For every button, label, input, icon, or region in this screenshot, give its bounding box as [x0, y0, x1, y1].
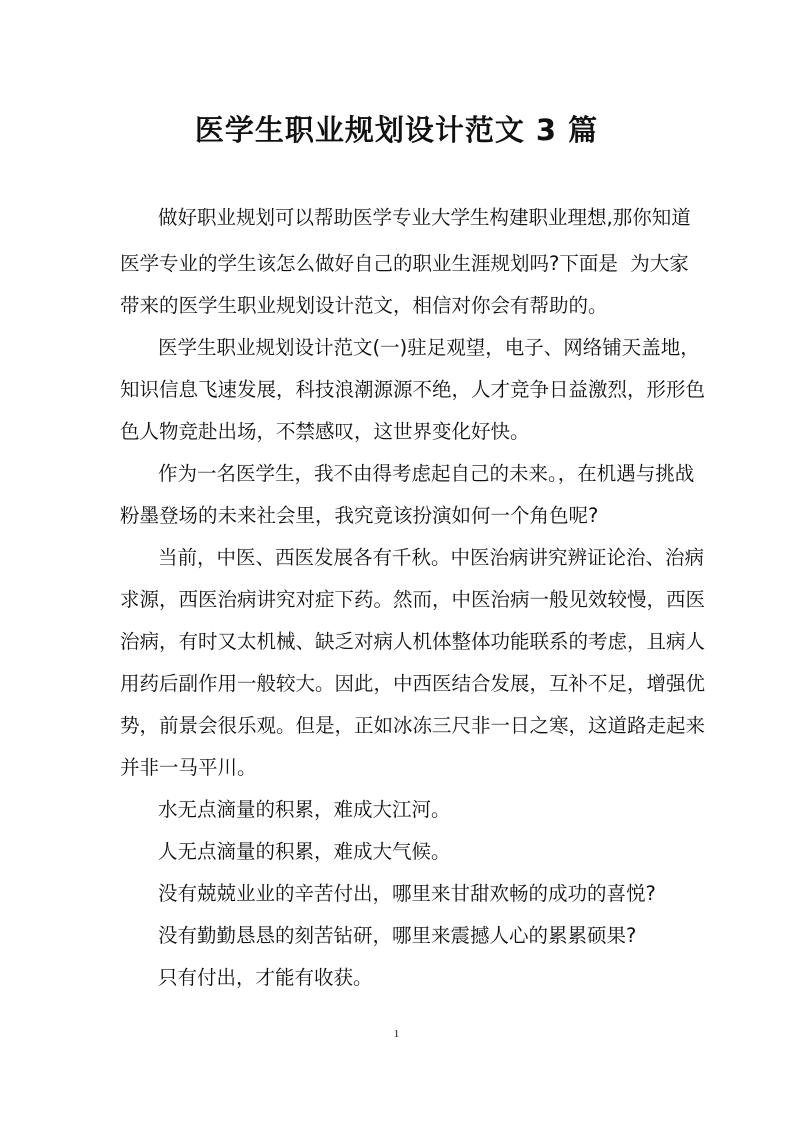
page-number: 1 — [393, 1028, 400, 1040]
paragraph — [120, 878, 680, 920]
text-line: 治病，有时又太机械、缺乏对病人机体整体功能联系的考虑，且病人 — [120, 630, 706, 653]
text-line: 人无点滴量的积累，难成大气候。 — [158, 840, 451, 863]
text-line: 只有付出，才能有收获。 — [158, 966, 373, 989]
paragraph — [120, 542, 706, 794]
text-line: 带来的医学生职业规划设计范文，相信对你会有帮助的。 — [120, 294, 608, 317]
paragraph — [120, 332, 706, 458]
paragraph — [120, 458, 695, 542]
text-line: 粉墨登场的未来社会里，我究竟该扮演如何一个角色呢? — [120, 504, 599, 527]
paragraph — [120, 836, 680, 878]
paragraph — [120, 794, 680, 836]
text-line: 并非一马平川。 — [120, 756, 257, 779]
text-line: 色人物竞赴出场，不禁感叹，这世界变化好快。 — [120, 420, 530, 443]
document-title: 医学生职业规划设计范文 3 篇 — [194, 113, 599, 147]
text-line: 势，前景会很乐观。但是，正如冰冻三尺非一日之寒，这道路走起来 — [120, 714, 706, 737]
paragraph — [120, 202, 691, 332]
text-line: 没有兢兢业业的辛苦付出，哪里来甘甜欢畅的成功的喜悦? — [158, 882, 656, 905]
text-line: 用药后副作用一般较大。因此，中西医结合发展，互补不足，增强优 — [120, 672, 706, 695]
text-line: 当前，中医、西医发展各有千秋。中医治病讲究辨证论治、治病 — [158, 546, 705, 569]
paragraph — [120, 920, 680, 962]
text-line: 作为一名医学生，我不由得考虑起自己的未来。，在机遇与挑战 — [158, 462, 695, 485]
text-line: 医学生职业规划设计范文(一)驻足观望，电子、网络铺天盖地， — [158, 336, 700, 359]
text-line: 水无点滴量的积累，难成大江河。 — [158, 798, 451, 821]
text-line: 求源，西医治病讲究对症下药。然而，中医治病一般见效较慢，西医 — [120, 588, 706, 611]
text-line: 知识信息飞速发展，科技浪潮源源不绝，人才竞争日益激烈，形形色 — [120, 378, 706, 401]
paragraph — [120, 962, 680, 1004]
text-line: 做好职业规划可以帮助医学专业大学生构建职业理想,那你知道 — [158, 206, 691, 229]
text-line: 医学专业的学生该怎么做好自己的职业生涯规划吗?下面是 为大家 — [120, 252, 689, 275]
document-body — [120, 202, 706, 1004]
text-line: 没有勤勤恳恳的刻苦钻研，哪里来震撼人心的累累硕果? — [158, 924, 637, 947]
